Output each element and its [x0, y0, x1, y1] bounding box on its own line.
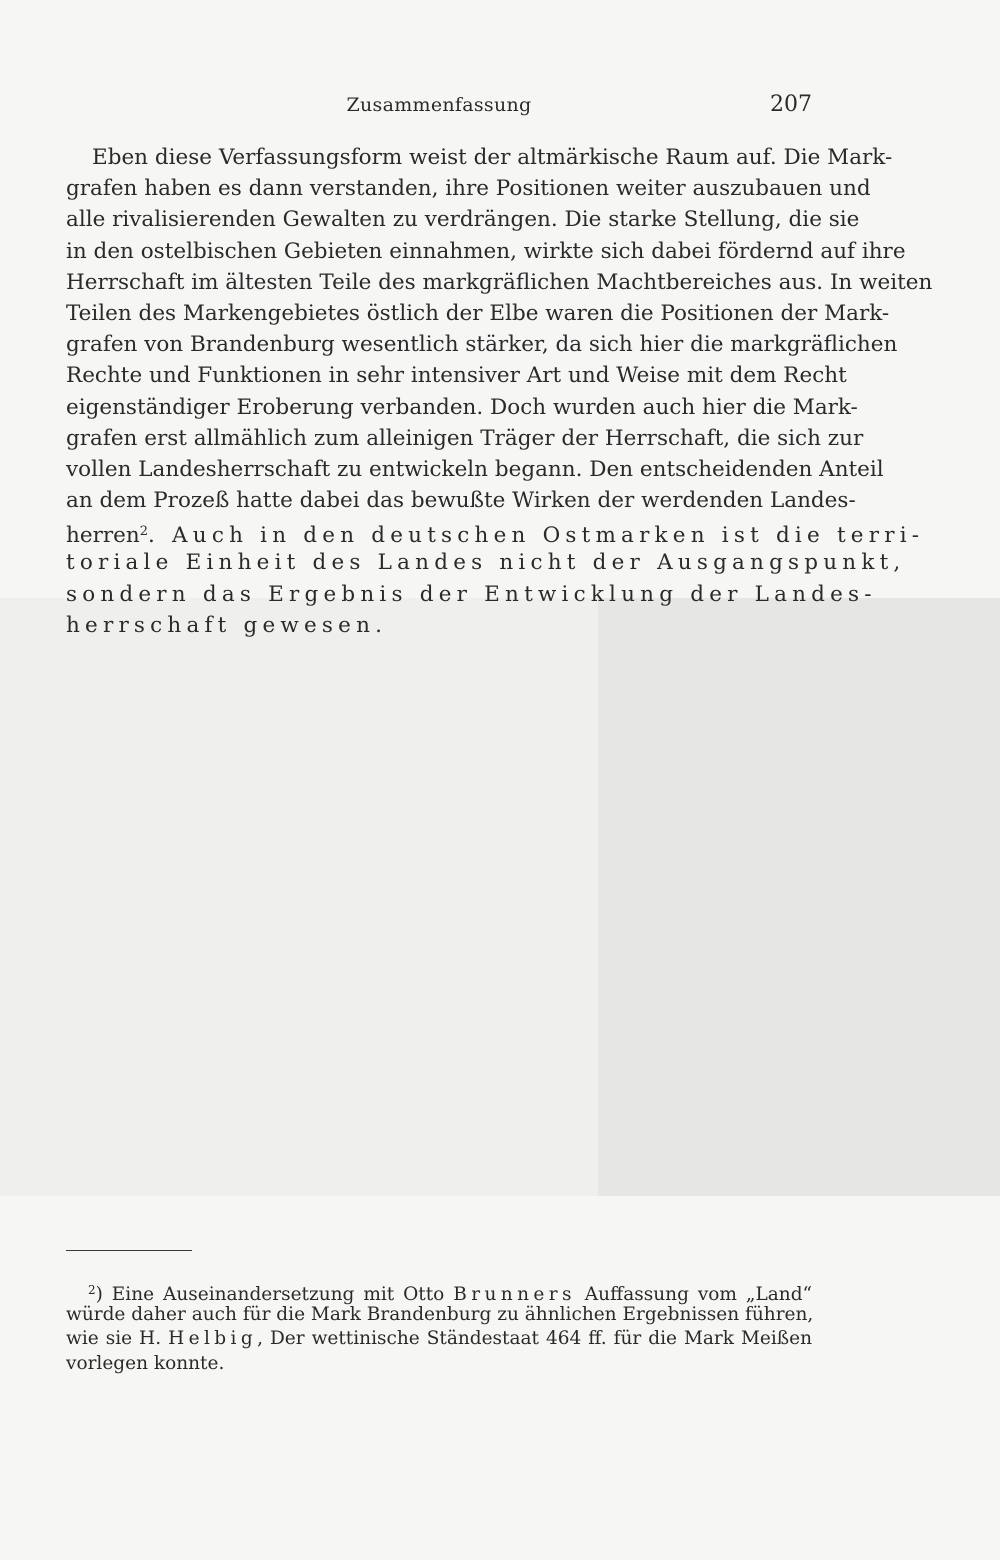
- page-number: 207: [770, 92, 812, 117]
- body-line: an dem Prozeß hatte dabei das bewußte Wirken der werdenden Landes-: [66, 488, 856, 514]
- footnote-text: ) Eine Auseinandersetzung mit Otto: [95, 1284, 454, 1305]
- footnote-divider: [66, 1250, 192, 1251]
- spaced-emphasis-line: sondern das Ergebnis der Entwicklung der Landes-: [66, 581, 877, 607]
- footnote-number: 2: [88, 1283, 96, 1297]
- spaced-emphasis-text: . Auch in den deutschen Ostmarken ist die terri-: [147, 523, 925, 549]
- footnote-line: [66, 1327, 812, 1352]
- footnote-text: wie sie H.: [66, 1328, 169, 1349]
- footnote-line: vorlegen konnte.: [66, 1352, 225, 1374]
- body-line: grafen von Brandenburg wesentlich stärker, da sich hier die markgräflichen: [66, 332, 898, 358]
- footnote-text: Auffassung vom „Land“: [575, 1284, 812, 1305]
- body-line: in den ostelbischen Gebieten einnahmen, wirkte sich dabei fördernd auf ihre: [66, 238, 906, 264]
- footnote-line: [66, 1278, 812, 1303]
- scan-shadow-block: [598, 598, 1000, 1196]
- body-line: Herrschaft im ältesten Teile des markgräflichen Machtbereiches aus. In weiten: [66, 269, 933, 295]
- spaced-emphasis-line: toriale Einheit des Landes nicht der Ausgangspunkt,: [66, 550, 906, 576]
- body-line: Rechte und Funktionen in sehr intensiver Art und Weise mit dem Recht: [66, 363, 847, 389]
- body-line: Teilen des Markengebietes östlich der Elbe waren die Positionen der Mark-: [66, 300, 890, 326]
- footnote-line: würde daher auch für die Mark Brandenburg zu ähnlichen Ergebnissen führen,: [66, 1303, 814, 1325]
- footnote-spaced-name: Helbig: [168, 1328, 258, 1349]
- running-head: [66, 92, 812, 122]
- body-line: [66, 516, 925, 549]
- body-line: grafen haben es dann verstanden, ihre Positionen weiter auszubauen und: [66, 176, 871, 202]
- body-text-fragment: herren: [66, 523, 140, 549]
- footnote-spaced-name: Brunners: [453, 1284, 576, 1305]
- footnote-reference: 2: [139, 524, 148, 540]
- body-line: Eben diese Verfassungsform weist der altmärkische Raum auf. Die Mark-: [92, 145, 893, 170]
- spaced-emphasis-line: herrschaft gewesen.: [66, 612, 388, 638]
- body-line: grafen erst allmählich zum alleinigen Träger der Herrschaft, die sich zur: [66, 425, 864, 451]
- body-line: vollen Landesherrschaft zu entwickeln begann. Den entscheidenden Anteil: [66, 456, 884, 482]
- body-line: alle rivalisierenden Gewalten zu verdrängen. Die starke Stellung, die sie: [66, 207, 860, 233]
- running-head-title: Zusammenfassung: [346, 94, 532, 116]
- footnote: [66, 1278, 812, 1376]
- body-line: eigenständiger Eroberung verbanden. Doch wurden auch hier die Mark-: [66, 394, 858, 420]
- footnote-text: , Der wettinische Ständestaat 464 ff. für die Mark Meißen: [257, 1328, 813, 1349]
- body-paragraph: [66, 142, 933, 641]
